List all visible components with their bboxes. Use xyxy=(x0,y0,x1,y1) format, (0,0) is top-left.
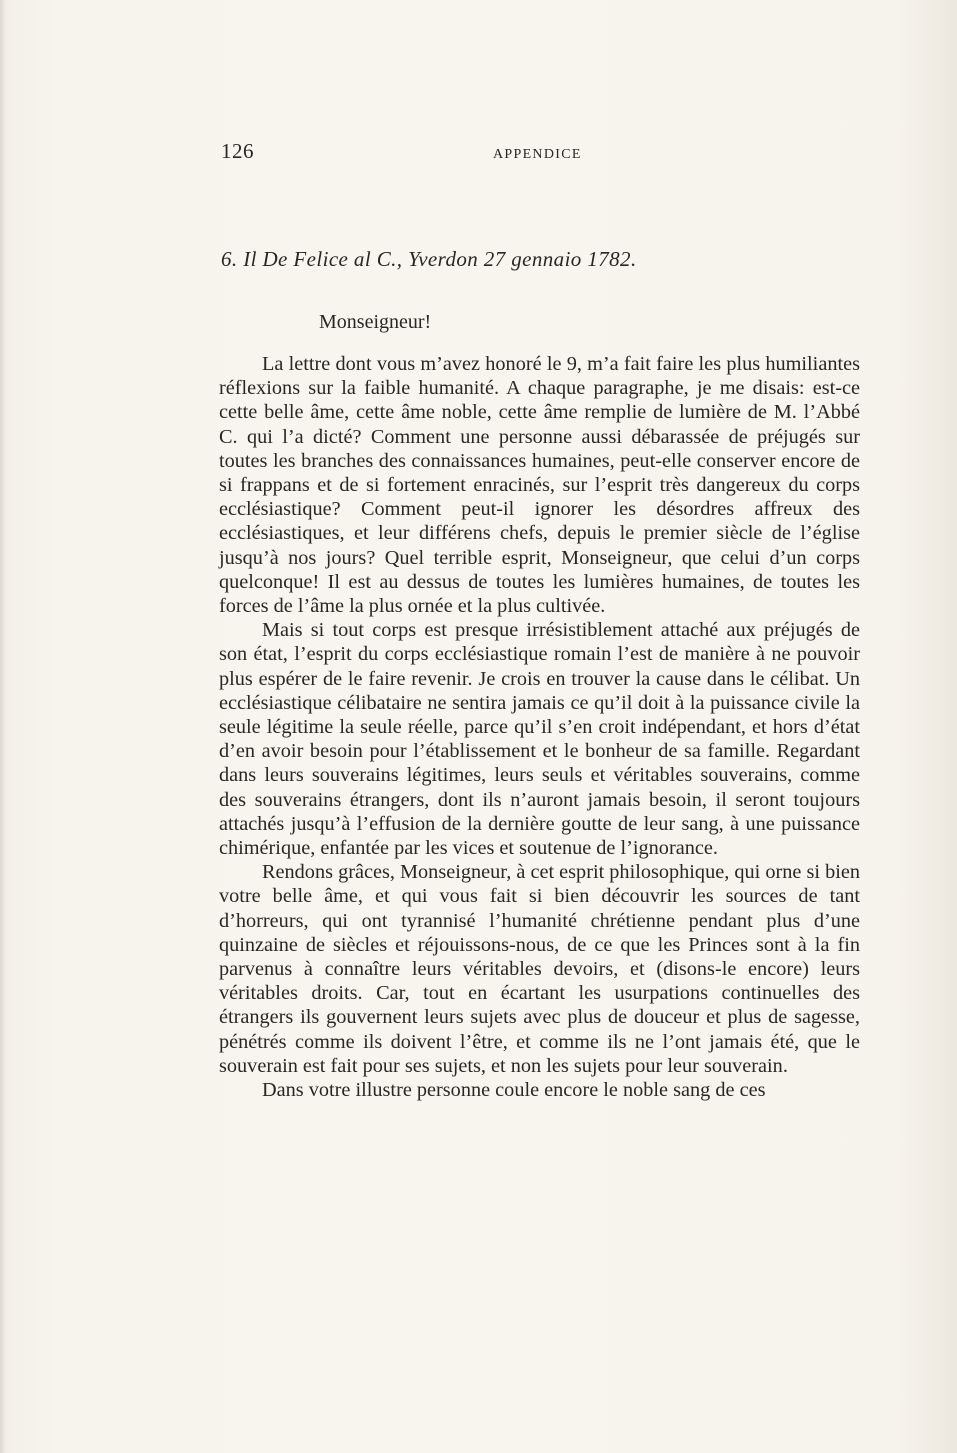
page-number: 126 xyxy=(221,139,254,163)
page-binding-shadow xyxy=(0,0,6,1453)
paragraph-4: Dans votre illustre personne coule encore le noble sang de ces xyxy=(262,1079,766,1102)
letter-heading: 6. Il De Felice al C., Yverdon 27 gennaio 1782. xyxy=(221,247,637,271)
paragraph-1: La lettre dont vous m’avez honoré le 9, m’a fait faire les plus humiliantes réflexions sur la faible humanité. A chaque paragraphe, je me disais: est-ce cette belle âme, cette âme noble, cette âme remplie de lumière de M. l’Abbé C. qui l’a dicté? Comment une personne aussi débarassée de préjugés sur toutes les branches des connaissances humaines, peut-elle conserver encore de si frappans et de si fortement enracinés, sur l’esprit très dangereux du corps ecclésiastique? Comment peut-il ignorer les désordres affreux des ecclésiastiques, et leur différens chefs, depuis le premier siècle de l’église jusqu’à nos jours? Quel terrible esprit, Monseigneur, que celui d’un corps quelconque! Il est au dessus de toutes les lumières humaines, de toutes les forces de l’âme la plus ornée et la plus cultivée. xyxy=(219,353,860,618)
letter-salutation: Monseigneur! xyxy=(319,311,432,333)
letter-body xyxy=(219,352,860,1102)
paragraph-3: Rendons grâces, Monseigneur, à cet esprit philosophique, qui orne si bien votre belle âme, et qui vous fait si bien découvrir les sources de tant d’horreurs, qui ont tyrannisé l’humanité chrétienne pendant plus d’une quinzaine de siècles et réjouissons-nous, de ce que les Princes sont à la fin parvenus à connaître leurs véritables devoirs, et (disons-le encore) leurs véritables droits. Car, tout en écartant les usurpations continuelles des étrangers ils gouvernent leurs sujets avec plus de douceur et plus de sagesse, pénétrés comme ils doivent l’être, et comme ils ne l’ont jamais été, que le souverain est fait pour ses sujets, et non les sujets pour leur souverain. xyxy=(219,861,860,1077)
running-title: APPENDICE xyxy=(493,147,582,162)
paragraph-2: Mais si tout corps est presque irrésistiblement attaché aux préjugés de son état, l’esprit du corps ecclésiastique romain l’est de manière à ne pouvoir plus espérer de le faire revenir. Je crois en trouver la cause dans le célibat. Un ecclésiastique célibataire ne sentira jamais ce qu’il doit à la puissance civile la seule légitime la seule réelle, parce qu’il s’en croit indépendant, et hors d’état d’en avoir besoin pour l’établissement et le bonheur de sa famille. Regardant dans leurs souverains légitimes, leurs seuls et véritables souverains, comme des souverains étrangers, dont ils n’auront jamais besoin, il seront toujours attachés jusqu’à l’effusion de la dernière goutte de leur sang, à une puissance chimérique, enfantée par les vices et soutenue de l’ignorance. xyxy=(219,619,860,860)
